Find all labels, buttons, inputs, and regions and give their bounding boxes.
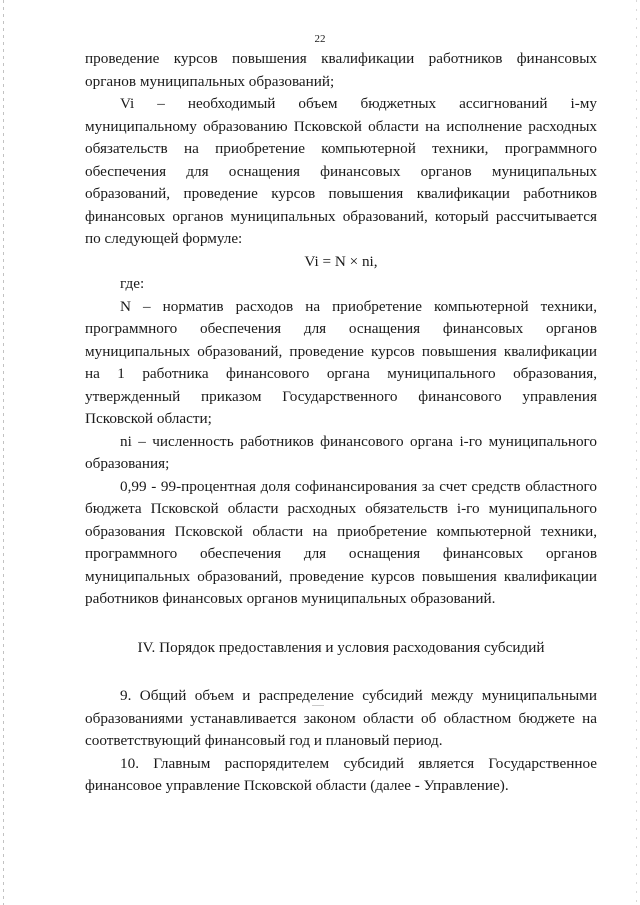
where-label: где: [120,275,145,292]
formula: Vi = N × ni, [304,252,378,270]
document-body [85,48,597,798]
paragraph-vi-definition: Vi – необходимый объем бюджетных ассигнований i-му муниципальному образованию Псковской области на исполнение расходных обязательств на приобретение компьютерной техники, программного обеспечения для оснащения финансовых органов муниципальных образований, проведение курсов повышения квалификации работников финансовых органов муниципальных образований, который рассчитывается по следующей формуле: [85,95,597,247]
page-number: 22 [314,33,326,45]
scan-edge-left [3,0,4,905]
paragraph-item-10: 10. Главным распорядителем субсидий является Государственное финансовое управление Псковской области (далее - Управление). [85,754,597,794]
paragraph-n-definition: N – норматив расходов на приобретение компьютерной техники, программного обеспечения для оснащения финансовых органов муниципальных образований, проведение курсов повышения квалификации на 1 работника финансового органа муниципального образования, утвержденный приказом Государственного финансового управления Псковской области; [85,297,597,427]
paragraph-item-9: 9. Общий объем и распределение субсидий между муниципальными образованиями устанавливается законом области об областном бюджете на соответствующий финансовый год и плановый период. [85,687,597,749]
scan-edge-right [636,0,637,905]
separator-mark [312,705,324,706]
paragraph-continuation: проведение курсов повышения квалификации работников финансовых органов муниципальных образований; [85,50,597,90]
paragraph-coefficient-definition: 0,99 - 99-процентная доля софинансирования за счет средств областного бюджета Псковской области расходных обязательств i-го муниципального образования Псковской области на приобретение компьютерной техники, программного обеспечения для оснащения финансовых органов муниципальных образований, проведение курсов повышения квалификации работников финансовых органов муниципальных образований. [85,477,597,607]
section-heading: IV. Порядок предоставления и условия расходования субсидий [137,638,545,656]
paragraph-ni-definition: ni – численность работников финансового органа i-го муниципального образования; [85,432,597,472]
